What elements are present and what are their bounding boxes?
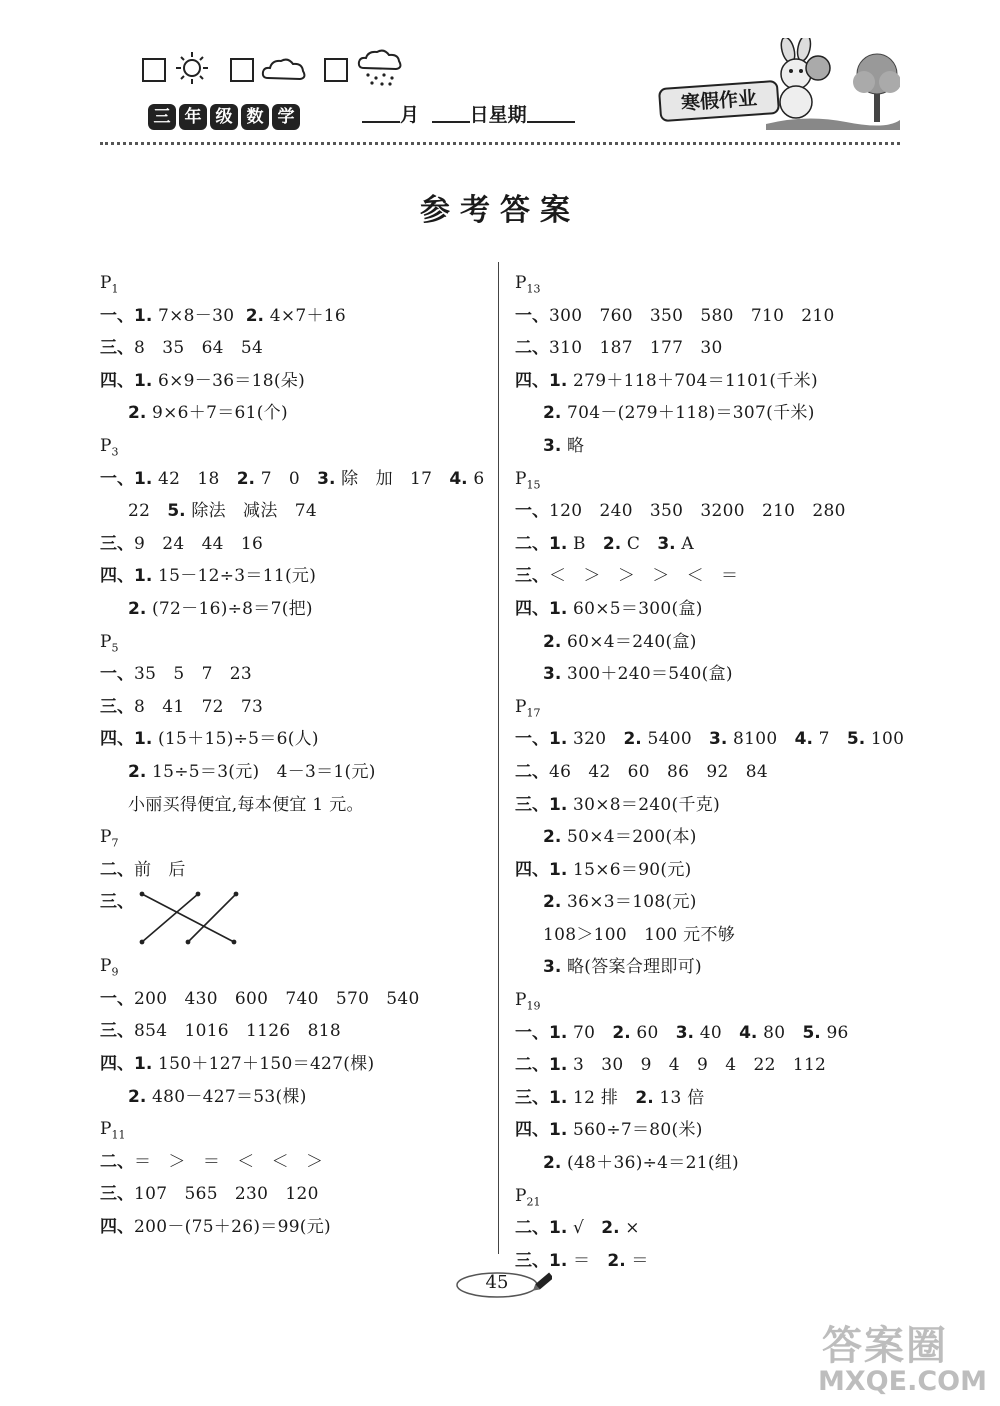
question-number: 三、 [515,566,549,587]
day-blank[interactable] [432,103,470,123]
grade-char: 学 [272,104,300,130]
answer-text: ＝ [567,1250,608,1271]
question-number: 二、 [515,338,549,359]
answer-line [100,789,490,822]
question-number: 3. [543,957,562,978]
answer-line [515,886,905,919]
answer-line [100,365,490,398]
answer-line [515,951,905,984]
question-number: 2. [623,729,642,750]
answer-text: 7×8－30 [152,305,246,326]
weather-checkbox-cloudy[interactable] [230,58,254,82]
section-letter: P [100,956,112,977]
answer-line [515,430,905,463]
section-letter: P [100,435,112,456]
section-number: 3 [111,445,119,459]
answer-line [515,1245,905,1278]
answer-text: 300＋240＝540(盒) [561,664,733,685]
question-number: 5. [802,1022,821,1043]
line-endpoint-dot [234,892,239,897]
question-number: 5. [846,729,866,750]
answer-text: 6 [467,468,485,489]
answer-line [100,1015,490,1048]
section-letter: P [100,1119,112,1140]
answer-line [100,1146,490,1179]
connecting-line [188,894,236,942]
question-number: 四、1. [515,1120,568,1141]
question-number: 一、 [100,664,134,685]
answer-text: 279＋118＋704＝1101(千米) [567,370,818,391]
page-section-heading [100,1113,490,1146]
question-number: 四、1. [100,370,153,391]
answer-line [515,332,905,365]
grade-subject-badge [148,104,300,130]
page-section-heading [515,1180,905,1213]
rain-snow-icon [356,48,406,88]
answer-text: 8 35 64 54 [134,338,264,359]
page-section-heading [100,267,490,300]
question-number: 二、1. [515,1055,568,1076]
question-number: 2. [607,1250,626,1271]
homework-label: 寒假作业 [658,80,780,122]
answer-line [515,1017,905,1050]
month-blank[interactable] [362,103,400,123]
question-number: 二、 [100,859,134,880]
question-number: 2. [635,1087,654,1108]
answer-text: 80 [757,1022,803,1043]
answer-text: 略(答案合理即可) [561,957,702,978]
question-number: 2. [612,1022,631,1043]
section-letter: P [100,631,112,652]
question-number: 三、 [100,1184,134,1205]
answer-text: 略 [561,435,585,456]
answer-text: 9×6＋7＝61(个) [146,403,288,424]
question-number: 2. [128,403,147,424]
answer-line [515,1147,905,1180]
question-number: 4. [449,468,468,489]
page-header [100,38,900,148]
question-number: 一、 [515,501,549,522]
month-label: 月 [400,104,420,126]
page-section-heading [100,821,490,854]
question-number: 5. [167,501,186,522]
question-number: 四、1. [100,729,153,750]
section-number: 15 [526,477,541,491]
question-number: 2. [128,761,147,782]
sun-icon [172,50,212,86]
question-number: 三、1. [515,1250,568,1271]
answer-line [515,756,905,789]
answer-text: 200 430 600 740 570 540 [134,988,420,1009]
answer-text: 22 [128,501,168,522]
grade-char: 级 [210,104,238,130]
page-section-heading [515,463,905,496]
watermark-url: MXQE.COM [818,1366,987,1397]
section-letter: P [515,1185,527,1206]
answer-line [100,983,490,1016]
question-number: 4. [794,729,813,750]
question-number: 四、1. [100,1054,153,1075]
question-number: 三、1. [515,794,568,815]
answer-text: 8100 [727,729,795,750]
answer-text: 70 [567,1022,613,1043]
weather-checkbox-sunny[interactable] [142,58,166,82]
answer-text: 320 [567,729,624,750]
line-endpoint-dot [196,892,201,897]
answer-line [515,626,905,659]
question-number: 3. [657,533,676,554]
answer-text: 100 [865,729,905,750]
answer-line [100,300,490,333]
question-number: 二、1. [515,533,568,554]
answer-text: 前 后 [134,859,186,880]
answer-text: 560÷7＝80(米) [567,1120,703,1141]
answer-text: 8 41 72 73 [134,696,264,717]
answer-text: √ [567,1218,602,1239]
line-endpoint-dot [186,940,191,945]
crossing-lines-diagram [128,890,248,954]
answer-line [100,463,490,496]
answer-line [515,1082,905,1115]
page-section-heading [515,984,905,1017]
question-number: 四、1. [100,566,153,587]
rabbit-tree-illustration [766,38,900,130]
weekday-blank[interactable] [527,103,575,123]
grade-char: 数 [241,104,269,130]
answer-text: 108＞100 100 元不够 [543,924,736,945]
answer-text: 60×5＝300(盒) [567,598,703,619]
answer-text: 5400 [641,729,710,750]
question-number: 3. [317,468,336,489]
question-number: 一、1. [515,1022,568,1043]
answer-text: 40 [694,1022,740,1043]
answer-text: 35 5 7 23 [134,664,253,685]
answer-line [515,397,905,430]
day-weekday-label: 日星期 [469,104,527,126]
page-number: 45 [485,1272,509,1293]
question-number: 三、 [100,696,134,717]
answer-line [100,1178,490,1211]
question-number: 一、1. [100,305,153,326]
answer-text: 150＋127＋150＝427(棵) [152,1054,375,1075]
answer-text: 15÷5＝3(元) 4－3＝1(元) [146,761,376,782]
question-number: 4. [739,1022,758,1043]
cloud-icon [260,54,308,84]
answer-text: B [567,533,603,554]
answer-text: 除 加 17 [335,468,450,489]
answer-line [515,658,905,691]
line-endpoint-dot [140,940,145,945]
answer-text: 13 倍 [653,1087,705,1108]
question-number: 2. [543,403,562,424]
answer-text: 60×4＝240(盒) [561,631,697,652]
answer-text: 96 [820,1022,849,1043]
question-number: 三、 [100,1021,134,1042]
answer-line [515,1212,905,1245]
question-number: 一、1. [100,468,153,489]
answer-line [100,723,490,756]
answer-line [100,593,490,626]
answer-line [515,789,905,822]
answer-text: 60 [630,1022,676,1043]
section-letter: P [515,468,527,489]
section-number: 13 [526,282,541,296]
section-number: 11 [111,1128,126,1142]
section-letter: P [100,273,112,293]
watermark-logo: 答案圈 [822,1323,948,1369]
answer-text: A [675,533,694,554]
section-letter: P [515,696,527,717]
answer-text: ＜ ＞ ＞ ＞ ＜ ＝ [549,566,739,587]
answer-line [100,560,490,593]
question-number: 三、 [100,892,134,913]
answer-text: 107 565 230 120 [134,1184,319,1205]
answer-line [515,560,905,593]
answer-text: 300 760 350 580 710 210 [549,305,835,326]
question-number: 二、 [515,761,549,782]
answer-text: 3 30 9 4 9 4 22 112 [567,1055,827,1076]
question-number: 2. [601,1218,620,1239]
line-endpoint-dot [232,940,237,945]
page-section-heading [515,267,905,300]
answer-line [100,756,490,789]
answer-line [100,1048,490,1081]
answer-line [515,723,905,756]
line-endpoint-dot [140,892,145,897]
grade-char: 年 [179,104,207,130]
weather-checkbox-rain[interactable] [324,58,348,82]
question-number: 2. [602,533,622,554]
page-section-heading [515,691,905,724]
answer-text: ＝ [625,1250,649,1271]
page-section-heading [100,950,490,983]
answer-line [515,1114,905,1147]
answer-text: 42 18 [152,468,237,489]
question-number: 四、1. [515,370,568,391]
answer-line [100,691,490,724]
header-divider [100,142,900,145]
answer-line [100,495,490,528]
column-divider [498,262,499,1254]
answer-text: 46 42 60 86 92 84 [549,761,768,782]
question-number: 三、1. [515,1087,568,1108]
answer-text: (72－16)÷8＝7(把) [146,598,313,619]
answer-line [100,397,490,430]
section-number: 17 [526,706,541,720]
answer-line [100,658,490,691]
question-number: 一、1. [515,729,568,750]
answer-line [100,528,490,561]
answer-text: 30×8＝240(千克) [567,794,721,815]
question-number: 四、 [100,1217,134,1238]
answer-line [515,593,905,626]
question-number: 2. [236,468,255,489]
answer-text: 120 240 350 3200 210 280 [549,501,846,522]
answer-text: 310 187 177 30 [549,338,723,359]
answer-text: C [621,533,658,554]
answer-column-right [515,267,905,1277]
question-number: 3. [675,1022,695,1043]
connecting-line [142,894,234,942]
section-number: 1 [111,282,119,296]
answer-text: 15－12÷3＝11(元) [152,566,317,587]
answer-line [100,1081,490,1114]
section-letter: P [515,990,527,1011]
page-number-badge [452,1270,552,1300]
answer-line [515,919,905,952]
grade-char: 三 [148,104,176,130]
page-title: 参考答案 [420,193,580,228]
answer-line [515,495,905,528]
question-number: 2. [543,827,562,848]
answer-text: 36×3＝108(元) [561,892,697,913]
question-number: 一、 [515,305,549,326]
answer-text: 200－(75＋26)＝99(元) [134,1217,331,1238]
answer-text: 15×6＝90(元) [567,859,692,880]
question-number: 二、1. [515,1218,568,1239]
answer-text: 7 [812,729,847,750]
answer-line [515,300,905,333]
answer-line [100,854,490,887]
question-number: 3. [543,664,562,685]
answer-text: 12 排 [567,1087,636,1108]
answer-line [515,365,905,398]
question-number: 2. [543,1153,562,1174]
answer-text: 854 1016 1126 818 [134,1021,341,1042]
question-number: 二、 [100,1151,134,1172]
page-section-heading [100,626,490,659]
answer-text: (15＋15)÷5＝6(人) [152,729,319,750]
question-number: 2. [245,305,265,326]
answer-line [515,821,905,854]
answer-text: (48＋36)÷4＝21(组) [561,1153,739,1174]
question-number: 一、 [100,988,134,1009]
question-number: 2. [128,598,147,619]
answer-text: 4×7＋16 [264,305,347,326]
answer-line [515,528,905,561]
answer-text: 小丽买得便宜,每本便宜 1 元。 [128,794,364,815]
answer-column-left [100,267,490,1244]
answer-text: × [619,1218,640,1239]
section-number: 7 [111,836,119,850]
section-number: 9 [111,965,119,979]
answer-text: 6×9－36＝18(朵) [152,370,306,391]
question-number: 四、1. [515,859,568,880]
answer-text: ＝ ＞ ＝ ＜ ＜ ＞ [134,1151,324,1172]
answer-line [515,1049,905,1082]
question-number: 2. [128,1086,147,1107]
answer-line [515,854,905,887]
question-number: 3. [543,435,562,456]
question-number: 2. [543,892,562,913]
answer-line [100,1211,490,1244]
question-number: 三、 [100,533,134,554]
page-section-heading [100,430,490,463]
question-number: 3. [709,729,728,750]
answer-text: 7 0 [254,468,318,489]
section-number: 19 [526,999,541,1013]
section-number: 5 [111,640,119,654]
answer-text: 50×4＝200(本) [561,827,697,848]
answer-text: 704－(279＋118)＝307(千米) [561,403,815,424]
question-number: 四、1. [515,598,568,619]
section-number: 21 [526,1195,541,1209]
answer-text: 9 24 44 16 [134,533,264,554]
answer-text: 除法 减法 74 [185,501,317,522]
answer-text: 480－427＝53(棵) [146,1086,307,1107]
date-fill-line [362,100,575,127]
section-letter: P [515,273,527,293]
question-number: 2. [543,631,562,652]
answer-line-drawing [100,886,490,950]
answer-line [100,332,490,365]
question-number: 三、 [100,338,134,359]
section-letter: P [100,827,112,848]
